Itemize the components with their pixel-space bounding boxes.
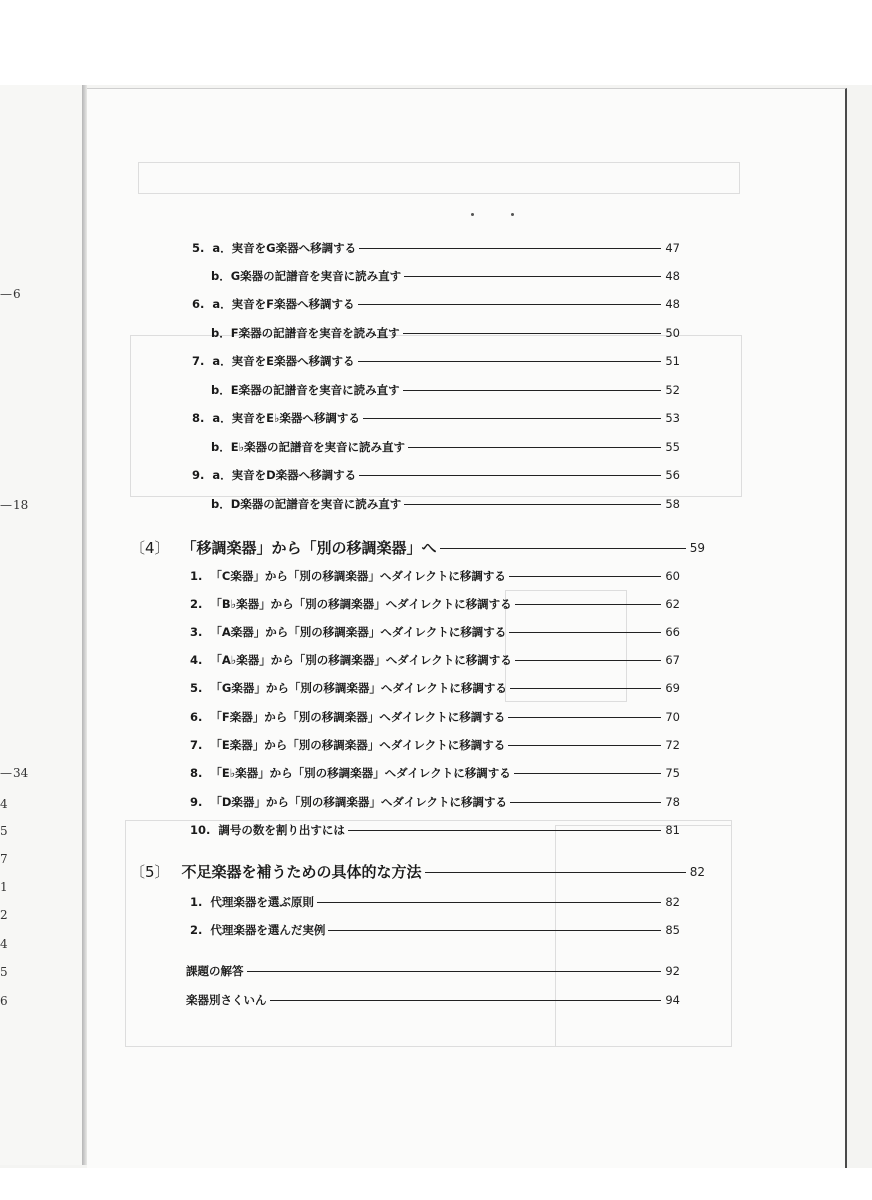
toc-entry[interactable] [190,680,680,696]
toc-entry-label: a．実音をE♭楽器へ移調する [212,411,360,425]
bleed-through-box [138,162,740,194]
toc-page-number: 81 [665,823,680,837]
toc-entry-number: 7. [192,354,205,368]
toc-entry-number: 6. [190,710,203,724]
toc-page-number: 66 [665,625,680,639]
toc-entry-label: 「F楽器」から「別の移調楽器」へダイレクトに移調する [210,710,506,724]
toc-leader-line [515,660,661,661]
toc-entry[interactable] [211,382,680,398]
toc-entry[interactable] [190,568,680,584]
toc-page-number: 55 [665,440,680,454]
toc-entry-label: 「E♭楽器」から「別の移調楽器」へダイレクトに移調する [210,766,511,780]
toc-entry-number: 〔4〕 [130,539,170,557]
left-margin-number: 1 [0,880,8,894]
toc-entry-label: 不足楽器を補うための具体的な方法 [181,863,422,881]
toc-page-number: 52 [665,383,680,397]
toc-page-number: 78 [665,795,680,809]
toc-entry[interactable] [192,240,680,256]
toc-entry-number: 8. [192,411,205,425]
left-margin-number: 6 [0,994,8,1008]
toc-section-heading[interactable] [130,862,705,882]
toc-entry-label: 調号の数を割り出すには [218,823,345,837]
scan-top-margin [0,0,872,85]
left-page [0,85,83,1165]
toc-entry-number: 3. [190,625,203,639]
toc-entry-number: 2. [190,597,203,611]
toc-page-number: 48 [665,297,680,311]
toc-entry-label: 楽器別さくいん [186,993,267,1007]
left-margin-number: 4 [0,937,8,951]
toc-entry-label: b．E楽器の記譜音を実音に読み直す [211,383,400,397]
toc-page-number: 50 [665,326,680,340]
toc-entry[interactable] [190,737,680,753]
toc-entry[interactable] [192,410,680,426]
toc-entry[interactable] [190,822,680,838]
toc-entry-number: 5. [192,241,205,255]
toc-entry[interactable] [190,596,680,612]
toc-entry-label: 「D楽器」から「別の移調楽器」へダイレクトに移調する [210,795,507,809]
toc-leader-line [509,632,661,633]
toc-entry-label: 課題の解答 [186,964,244,978]
left-margin-number: 2 [0,908,8,922]
toc-entry-label: a．実音をF楽器へ移調する [212,297,355,311]
toc-entry-label: 「A楽器」から「別の移調楽器」へダイレクトに移調する [210,625,507,639]
toc-page-number: 82 [665,895,680,909]
toc-leader-line [328,930,661,931]
toc-leader-line [358,361,662,362]
toc-page-number: 51 [665,354,680,368]
toc-entry-number: 10. [190,823,211,837]
toc-leader-line [404,504,661,505]
toc-entry-number: 9. [190,795,203,809]
toc-page-number: 58 [665,497,680,511]
toc-leader-line [514,773,661,774]
toc-leader-line [403,333,661,334]
toc-page-number: 82 [689,865,705,879]
toc-page-number: 48 [665,269,680,283]
toc-entry-label: 代理楽器を選ぶ原則 [210,895,314,909]
toc-entry-number: 6. [192,297,205,311]
toc-leader-line [508,745,661,746]
toc-entry-label: a．実音をG楽器へ移調する [212,241,357,255]
toc-page-number: 62 [665,597,680,611]
toc-entry[interactable] [211,439,680,455]
toc-entry-number: 2. [190,923,203,937]
toc-entry-label: b．E♭楽器の記譜音を実音に読み直す [211,440,406,454]
toc-entry[interactable] [190,765,680,781]
toc-entry[interactable] [186,992,680,1008]
toc-page-number: 94 [665,993,680,1007]
left-margin-number: — 34 [0,766,28,780]
toc-leader-line [358,304,662,305]
toc-leader-line [408,447,661,448]
toc-leader-line [510,688,661,689]
toc-entry-label: b．G楽器の記譜音を実音に読み直す [211,269,402,283]
toc-entry[interactable] [190,922,680,938]
toc-leader-line [509,576,661,577]
toc-entry[interactable] [190,894,680,910]
toc-leader-line [270,1000,662,1001]
toc-entry-number: 7. [190,738,203,752]
toc-entry-number: 8. [190,766,203,780]
toc-leader-line [317,902,661,903]
toc-leader-line [515,604,661,605]
toc-entry[interactable] [192,296,680,312]
left-margin-number: 7 [0,852,8,866]
left-margin-number: 5 [0,824,8,838]
toc-entry[interactable] [211,268,680,284]
toc-entry-number: 4. [190,653,203,667]
toc-page-number: 92 [665,964,680,978]
left-margin-number: — 18 [0,498,28,512]
speck [471,213,474,216]
scan-bottom-margin [0,1168,872,1200]
toc-leader-line [508,717,661,718]
toc-entry[interactable] [192,467,680,483]
toc-entry[interactable] [192,353,680,369]
toc-page-number: 67 [665,653,680,667]
toc-leader-line [440,548,686,549]
toc-entry[interactable] [190,709,680,725]
toc-entry-label: 代理楽器を選んだ実例 [210,923,326,937]
toc-entry-number: 9. [192,468,205,482]
speck [511,213,514,216]
toc-entry-number: 〔5〕 [130,863,170,881]
toc-entry-number: 1. [190,569,203,583]
toc-page-number: 47 [665,241,680,255]
toc-leader-line [403,390,661,391]
toc-leader-line [359,248,661,249]
toc-leader-line [363,418,661,419]
toc-entry[interactable] [211,325,680,341]
toc-entry-label: 「G楽器」から「別の移調楽器」へダイレクトに移調する [210,681,507,695]
toc-section-heading[interactable] [130,538,705,558]
toc-page-number: 72 [665,738,680,752]
toc-entry[interactable] [186,963,680,979]
toc-leader-line [510,802,661,803]
toc-page-number: 59 [689,541,705,555]
toc-entry-label: 「E楽器」から「別の移調楽器」へダイレクトに移調する [210,738,506,752]
toc-entry-label: 「B♭楽器」から「別の移調楽器」へダイレクトに移調する [210,597,512,611]
toc-page-number: 53 [665,411,680,425]
toc-entry[interactable] [190,624,680,640]
toc-leader-line [247,971,662,972]
toc-entry-number: 5. [190,681,203,695]
toc-leader-line [359,475,661,476]
toc-entry-label: a．実音をD楽器へ移調する [212,468,357,482]
toc-entry[interactable] [211,496,680,512]
toc-entry[interactable] [190,794,680,810]
left-margin-number: 5 [0,965,8,979]
toc-page-number: 60 [665,569,680,583]
toc-leader-line [425,872,686,873]
left-margin-number: — 6 [0,287,21,301]
toc-page-number: 69 [665,681,680,695]
toc-page-number: 85 [665,923,680,937]
toc-entry-label: 「C楽器」から「別の移調楽器」へダイレクトに移調する [210,569,506,583]
toc-entry-label: 「A♭楽器」から「別の移調楽器」へダイレクトに移調する [210,653,512,667]
toc-page-number: 70 [665,710,680,724]
toc-entry[interactable] [190,652,680,668]
toc-page-number: 56 [665,468,680,482]
toc-entry-label: b．F楽器の記譜音を実音を読み直す [211,326,400,340]
toc-leader-line [404,276,661,277]
toc-entry-label: 「移調楽器」から「別の移調楽器」へ [181,539,437,557]
toc-entry-label: a．実音をE楽器へ移調する [212,354,355,368]
toc-page-number: 75 [665,766,680,780]
toc-leader-line [348,830,661,831]
left-margin-number: 4 [0,797,8,811]
toc-entry-number: 1. [190,895,203,909]
toc-entry-label: b．D楽器の記譜音を実音に読み直す [211,497,402,511]
